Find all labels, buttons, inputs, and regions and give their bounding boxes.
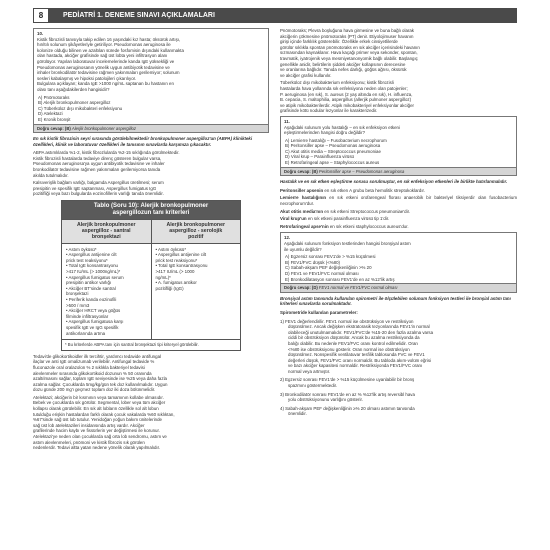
text-line: Pseudomonas aeruginosa'ya uygun antibiyotik tedavisine ve inhaler: [33, 161, 165, 167]
text-line: akciğerin çökmesine pnömotoraks (PT) denir. Etiyolojimuser havanın: [280, 33, 414, 39]
column-header-central: [62, 220, 152, 243]
text-line: 3) Bronkodilatör sonrası FEV1'de en az % %12'lik artış reversibl hava: [280, 391, 415, 397]
column-header-serologic: [152, 220, 241, 243]
text-line: ciddi bir obstrüksiyon düşünülür. Ancak bu azalma restriksiyonda da: [288, 335, 420, 341]
answer-option: E) Retrofaringeal apse – Staphylococcus aureus: [285, 160, 380, 166]
text-line: düşünülmez. Nonspesifik ventilatuvar tesfilik tablosunda FVC ve FEV1: [288, 352, 425, 358]
criteria-item: pozitifliği (IgG): [155, 285, 184, 291]
page-header: [33, 8, 517, 23]
item-text: en sık etken A grubu beta hemolitik streptokoklardır.: [323, 187, 425, 193]
text-line: balığı olabilir. Bu nedenle FEV1/FVC oranı kontrol edilmelidir. Oran: [288, 340, 418, 346]
question-line: sesleri kabalaşmış ve hipoksi patolojileri çıkarılıyor.: [37, 75, 137, 81]
answer-option: A) Lemierre hastalığı – Fusobacterium necrophorum: [285, 137, 387, 143]
criteria-item: • Total IgE konsantrasyonu: [155, 263, 208, 269]
text-line: fluconazole oral oralazolon % 2 sıklıkla bakteriyel tedavisi: [33, 364, 145, 370]
pneumothorax-paragraph: [280, 28, 517, 78]
text-line: Kalsıverişlik bağlam varlığı, balgamda Aspergillus üretilmesi; serum: [33, 180, 164, 186]
answer-options: [37, 95, 265, 123]
item-text: en sık etkeni parainfluenza virüsü tip 1'dir.: [306, 216, 390, 222]
text-line: %67'sinde sağ üst lob tutulur. Yenidoğan yoğun bakım ünitelerinde: [33, 417, 162, 423]
question-number: 11.: [284, 118, 290, 124]
text-line: girişi içinde farklılık gösterebilir. Özellikle erkek cinsiyetlilerde: [280, 39, 398, 45]
criteria-item: • Aspergillus antijenine cilt: [155, 252, 207, 258]
spirometry-list: [280, 319, 517, 418]
text-line: aspergilloz - serolojik: [169, 228, 223, 235]
answer-text: Alerjik bronkopulmoner aspergilloz: [71, 125, 136, 131]
pathogen-item: [280, 188, 517, 194]
criteria-item: spesifik IgE ve IgG spesifik: [66, 324, 119, 330]
answer-label: Doğru cevap: (B): [37, 125, 71, 131]
text-line: görülür sıklıkla spontan pnömotoraks en sık akciğer içerisindeki havanın: [280, 44, 420, 50]
answer-text: Peritonsiller apse – Pseudomonas aeruginosa: [318, 168, 405, 174]
column-central-items: [62, 244, 152, 340]
text-line: grafilerinde hacim kaybı ve fissürlerin yer değiştirmesi ile korunur.: [33, 428, 160, 434]
text-line: presipitin ve spesifik IgE saptanması, Aspergillus fumigatus IgG: [33, 185, 157, 191]
item-term: Akut otitis media'nın: [280, 208, 324, 214]
criteria-item: >417 IU/mL (> 1000ng/mL)*: [66, 269, 121, 275]
question-line: Kistik fibrozisli tanısıyla takip edilen 16 yaşındaki kız hasta; öksürük artışı,: [37, 36, 181, 42]
criteria-item: • Aspergillus antijenine cilt: [66, 252, 117, 258]
criteria-item: • Astım öyküsü*: [155, 246, 187, 252]
text-line: dozu günde 200 mg'ı geçmez toplam doz iki doza bölünmelidir.: [33, 387, 156, 393]
answer-option: A) Egzersiz sonrası FEV1'de > %15 küçülmesi: [285, 254, 376, 260]
answer-option: D) Atelektazi: [38, 111, 63, 117]
question-text: [37, 37, 265, 93]
question-line: olan hastada, akciğer grafisinde sağ üst lobta yeni infiltrasyon alanı: [37, 53, 168, 59]
text-line: tutulduğu erişkin hastalardan farklı olarak çocuk vakalarda %60 sıklıktan,: [33, 411, 175, 417]
text-line: ABPA astımlılarda %1-2, kistik fibrozlularda %2-15 sıklığında görülmektedir.: [33, 150, 180, 156]
text-line: Tedavi'de glikokortikoidler ilk tercihtir, yardımcı tedavide antifungal: [33, 353, 161, 359]
criteria-item: bronşektazi: [66, 291, 89, 297]
criteria-item: >417 IU/mL (> 1000: [155, 269, 195, 275]
answer-label: Doğru cevap: (D): [284, 285, 318, 291]
italic-summary: En sık kistik fibrozisin seyri sırasında görülebilmektedir bronkopulmoner aspergilloz'un (ABPA) klinikteki özellikleri, klinik ve laboratuvar özellikleri ile tanısının sınavlarda karşımıza çıkacaktır.: [33, 136, 253, 147]
numbered-item: [280, 406, 517, 417]
text-line: Alerjik bronkopulmoner: [166, 222, 225, 229]
question-line: kolonize olduğu bilinen ve azaltılan sürede fosfomisin dışındaki kullanmakta: [37, 47, 184, 53]
answer-bar: [34, 124, 268, 133]
text-line: Tablo (Soru 10): Alerjik bronkopulmoner: [93, 203, 209, 210]
pathogen-list: [280, 188, 517, 230]
criteria-item: filminde infiltrasyonlar: [66, 313, 109, 319]
text-line: yolu obstrüksiyonunu varlığını gösterir.: [288, 397, 363, 403]
text-line: pozitif: [188, 234, 204, 241]
answer-options: [284, 138, 513, 166]
text-line: B. cepacia, S. maltophilia, aspergillus (allerjik pulmoner aspergilloz): [280, 97, 412, 103]
tuberculosis-paragraph: [280, 80, 517, 114]
page-title: PEDİATRİ 1. DENEME SINAVI AÇIKLAMALARI: [63, 12, 215, 19]
answer-label: Doğru cevap: (B): [284, 168, 318, 174]
page-number: 8: [33, 8, 49, 23]
criteria-item: presipitin antikor varlığı: [66, 280, 112, 286]
text-line: grafisinde kötü nodular lezyonlar ile karakterizedir.: [280, 108, 378, 114]
criteria-item: • A. fumigatus antikor: [155, 280, 197, 286]
question-line: inhaler bronkodilatör tedavisine rağmen yakınmaları gerilemiyor; solunum: [37, 70, 180, 76]
paragraph: [33, 150, 269, 178]
question-10-box: [33, 28, 269, 133]
criteria-item: • Aspergillus fumigatusa karşı: [66, 319, 124, 325]
question-number: 10.: [37, 31, 44, 36]
criteria-table: [61, 200, 241, 351]
text-line: aspergillozun tanı kriterleri: [112, 210, 190, 217]
criteria-item: • Periferik kanda eozinofili: [66, 296, 117, 302]
answer-bar: [281, 167, 516, 176]
text-line: normal veya artmıştır.: [288, 368, 331, 374]
paragraph: [33, 354, 269, 393]
text-line: önemlidir.: [288, 411, 307, 417]
question-line: Aşağıdaki solunum yolu hastalığı – en sık enfeksiyon etkeni: [284, 124, 400, 130]
item-term: Retrofaringeal apse'nin: [280, 223, 329, 229]
criteria-item: ng/mL)*: [155, 274, 171, 280]
text-line: kollapsı olarak görülebilir. En sık alt lobların özellikle sol alt lobun: [33, 406, 159, 412]
criteria-item: • Akciğer HRCT veya göğüs: [66, 308, 121, 314]
question-number: 12.: [284, 235, 291, 241]
table-body: [62, 243, 240, 340]
pathogen-item: [280, 216, 517, 222]
criteria-item: antikorlarında artma: [66, 330, 106, 336]
paragraph: [33, 395, 269, 451]
text-line: ve akciğer grafisi kullanılır.: [280, 72, 332, 78]
question-line: olası tanı aşağıdakilerden hangisidir?: [37, 86, 110, 92]
text-line: olabileceği unutulmamalıdır. FEV1/FVC'de %15-20 den fazla azalma varsa: [288, 329, 434, 335]
table-title: [62, 201, 240, 219]
text-line: düşünülmez. Ancak değişken ekstratorasik tezyonlarında FEV1'in normal: [288, 324, 430, 330]
question-line: Aşağıdaki solunum fonksiyon testlerinden hangisi bronşiyal astım: [284, 241, 411, 246]
text-line: bronşektazi: [91, 234, 121, 241]
answer-option: B) Alerjik bronkopulmoner aspergilloz: [38, 100, 111, 106]
text-line: 4) Sabah-akşam PEF değişkenliğinin ≥% 20 olması astımın tanısında: [280, 405, 415, 411]
text-line: Tüberküloz dışı mikobakterium enfeksiyonu; kistik fibrozisli: [280, 80, 394, 86]
pathogen-item: [280, 224, 517, 230]
criteria-item: prick test reaksiyonu*: [66, 257, 108, 263]
text-line: aspergilloz - santral: [81, 228, 131, 235]
text-line: astım alevlenmeleri, pnömoni ve kistik fibrozis sık görülen: [33, 439, 145, 445]
question-line: hırıltılı solunum şikâyetleriyle getiriliyor. Pseudomonas aeruginosa ile: [37, 42, 171, 48]
answer-option: B) Peritonsiller apse – Pseudomonas aeruginosa: [285, 143, 381, 149]
item-term: Viral krup'un: [280, 216, 307, 222]
text-line: ilaçlar ve anti IgE omalizumab verilebilir. Antifungal tedavide %: [33, 359, 155, 365]
text-line: ve bazı akciğer kapasitesi normaldir. Restriksiyonda FEV1/FVC oranı: [288, 363, 423, 369]
numbered-item: [280, 392, 517, 403]
answer-option: E) Bronkodilatasyon sonrası FEV1'de en az %12'lik artış: [285, 276, 395, 282]
criteria-item: • Astım öyküsü*: [66, 246, 97, 252]
text-line: spazmını göstermektedir.: [288, 383, 338, 389]
answer-option: E) Kronik bronşit: [38, 116, 71, 122]
text-line: Pnömotoraks; Plevra boşluğuna hava girmesine ve buna bağlı olarak: [280, 28, 414, 33]
table-footnote: * Bu kriterlerde ABPA tanı için santral bronşektazi tipi kriteryel görülebilir.: [62, 339, 240, 350]
text-line: akılda tutulmalıdır.: [33, 172, 69, 178]
answer-option: A) Pnömotoraks: [38, 94, 70, 100]
text-line: değerleri düşük, FEV1/FVC oranı normaldir. Bu tabloda akım-volüm eğrisi: [288, 357, 432, 363]
italic-summary: Hastalık ve en sık etken eşleştirme sorusu sorulmuştur, en sık enfeksiyon etkenleri ile birlikte hatırlanmalıdır.: [280, 179, 508, 185]
right-column: [280, 28, 517, 420]
question-line: eşleştirmelerinden hangisi doğru değildir?: [284, 130, 366, 136]
text-line: sağ üst lob atelektazileri insidansında artış vardır. Akciğer: [33, 422, 145, 428]
question-line: ile uyumlu değildir?: [284, 246, 322, 252]
paragraph: [33, 180, 269, 197]
answer-option: C) Sabah-akşam PEF değişkenliğinin >% 20: [285, 265, 372, 271]
question-line: görülüyor. Yapılan laboratuvar incelemelerinde kanda IgE yüksekliği ve: [37, 58, 175, 64]
item-term: Peritonsiller apsenin: [280, 187, 324, 193]
text-line: Atelektazi'ye neden olan çocuklarda sağ orta lob sendromu, astım ve: [33, 434, 167, 440]
answer-option: D) Viral krup – Parainfluenza virüsü: [285, 154, 354, 160]
question-12-box: [280, 232, 517, 292]
text-line: P. aeruginosa (en sık), S. aureus (2 yaş altında en sık), H. influenza,: [280, 91, 413, 97]
answer-option: B) FEV1/FVC düşük (<%80): [285, 259, 341, 265]
criteria-item: prick test reaksiyonu*: [155, 257, 198, 263]
text-line: Atelektazi; akciğerin bir kısmının veya tamamının kollabe olmasıdır.: [33, 394, 164, 400]
item-term: Lemierre hastalığının: [280, 195, 327, 201]
text-line: Alerjik bronkopulmoner: [76, 222, 136, 229]
italic-summary: Bronşiyal astım tanısında kullanılan spirometri ile ölçülebilen solunum fonksiyon testleri ile bronşial astım tanı kriterleri sınavlarda sorulmaktadır.: [280, 295, 511, 307]
text-line: Kistik fibrozisli hastalarda tedaviye direnç gösteren bulgular varsa,: [33, 155, 162, 161]
answer-options: [284, 254, 513, 282]
criteria-item: • Total IgE konsantrasyonu: [66, 263, 118, 269]
criteria-item: • Akciğer BT'sinde santral: [66, 285, 116, 291]
text-line: pozitifliği veya bazı bulgularda eozinofillerin varlığı tanıda önemlidir.: [33, 191, 164, 197]
numbered-item: [280, 377, 517, 388]
text-line: genellikle anidir, belirtilerin şiddeti akciğer kollapsının derecesine: [280, 61, 406, 67]
text-line: <%80 ise obstrüksiyonu gösterir. Oran normal ise obstrüksiyon: [288, 346, 410, 352]
answer-text: FEV1 normal ve FEV1/FVC normal olması: [318, 285, 398, 291]
section-heading: Spirometride kullanılan parametreler:: [280, 309, 358, 315]
text-line: 2) Egzersiz sonrası FEV1'de > %15 küçülmesine uyanlabilir bir bronş: [280, 377, 415, 383]
answer-option: D) FEV1 ve FEV1/FVC normal olması: [285, 270, 359, 276]
item-text: en sık etkeni orofarengeal florası anaerobik bir bakteriyel tiksiyerdir olan fusobacterium necrophorum'dur.: [280, 195, 517, 207]
text-line: bronkodilatör tedavisine rağmen yakınmaları gerilemiyorsa tanıda: [33, 167, 161, 173]
text-line: azaltılmasını sağlar, toplam IgE seviyesinde ise %25 veya daha fazla: [33, 376, 167, 382]
text-line: alevlenmeler sırasında glikokortikoid dozunun % 50 oranında: [33, 370, 152, 376]
text-line: Bebek ve çocuklarda sık görülür. Segmental, lober veya tüm akciğer: [33, 400, 166, 406]
question-line: Bulgulara açıklayan; kanda IgE >1000 ng/mL saptanan bu hastanın en: [37, 81, 174, 87]
left-column: [33, 28, 269, 453]
question-11-box: [280, 116, 517, 176]
column-serologic-items: [152, 244, 241, 340]
answer-option: C) Tüberküloz dışı mikobakteri enfeksiyonu: [38, 105, 123, 111]
text-line: sızmasından kaynaklanır. Hava kaçağı primer veya sekonder, spontan,: [280, 50, 418, 56]
text-line: azalma sağlar. Çocuklarda 5mg/kg/gün tek doz kullanılmalıdır. Uygun: [33, 381, 168, 387]
explanation-paragraphs: [33, 150, 269, 197]
text-line: travmatik, iyatrojenik veya mesmiyetanonyomik bağlı olabilir. Başlangıç: [280, 55, 418, 61]
question-line: Pseudomonas aeruginosanın yönelik uygun antibiyotik tedavisine ve: [37, 64, 170, 70]
table-header: [62, 219, 240, 243]
item-text: en sık etkeni staphylococcus aureus'dur.: [328, 223, 409, 229]
numbered-item: [280, 319, 517, 375]
text-line: 1) FEV1 değerlendirilir. FEV1 normal ise obstrüksiyon ve restriksiyon: [280, 318, 414, 324]
text-line: nedenlerdir. Tedavi altta yatan nedene yönelik olarak yapılmalıdır.: [33, 445, 161, 451]
text-line: ve atipik mikobakterilerdir. Atipik mikobakteriyel enfeksiyonlar akciğer: [280, 102, 414, 108]
treatment-paragraphs: [33, 354, 269, 451]
pathogen-item: [280, 195, 517, 206]
item-text: en sık etkeni Streptococcus pneumoniae'dir.: [323, 208, 411, 214]
criteria-item: • Aspergillus fumigatus serum: [66, 274, 124, 280]
question-text: [284, 125, 513, 136]
answer-option: C) Akut otitis media – Streptococcus pneumoniae: [285, 148, 381, 154]
text-line: ve oranlarına bağlıdır. Tanıda nefes darlığı, göğüs ağrısı, öksürük: [280, 67, 407, 73]
pathogen-item: [280, 209, 517, 215]
text-line: hastalarda hava yollarında sık enfeksiyona neden olan patojenler;: [280, 85, 408, 91]
criteria-item: >500 / mm3: [66, 302, 90, 308]
answer-bar: [281, 283, 516, 292]
question-text: [284, 241, 513, 252]
